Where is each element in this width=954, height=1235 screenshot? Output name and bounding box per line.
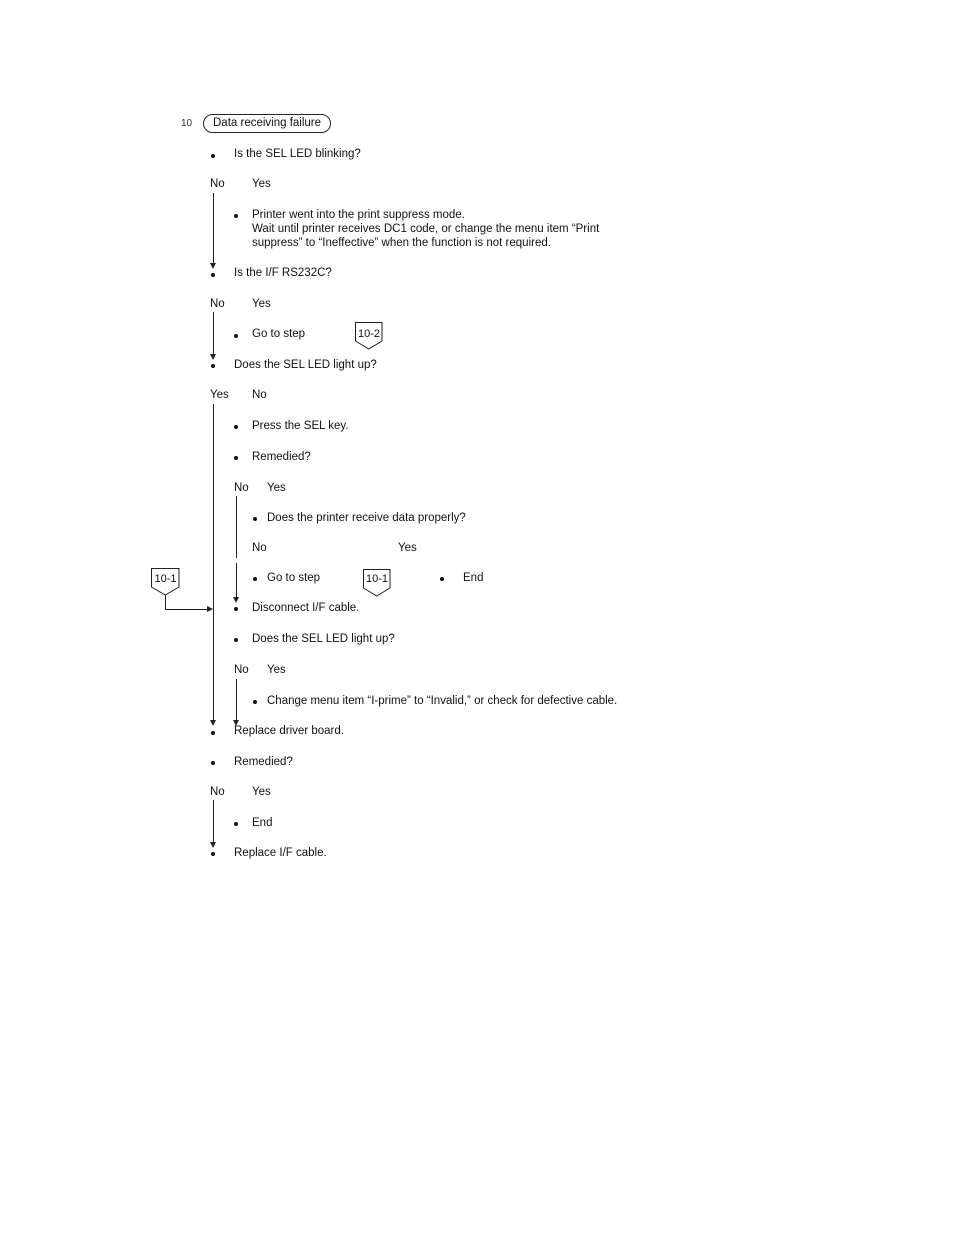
replace-driver-board: Replace driver board.	[234, 725, 344, 737]
end-label: End	[252, 817, 273, 829]
label-yes: Yes	[252, 298, 271, 310]
flow-arrow	[210, 720, 216, 726]
bullet	[234, 425, 238, 429]
bullet	[211, 761, 215, 765]
flow-arrow	[210, 842, 216, 848]
bullet	[211, 852, 215, 856]
step-tag-10-1	[363, 569, 391, 597]
bullet	[211, 364, 215, 368]
bullet	[440, 577, 444, 581]
press-sel-key: Press the SEL key.	[252, 420, 349, 432]
connector-line	[165, 609, 207, 610]
question-remedied-2: Remedied?	[234, 756, 293, 768]
label-yes: Yes	[398, 542, 417, 554]
label-no: No	[210, 298, 225, 310]
entry-tag-10-1	[151, 568, 181, 596]
change-iprime: Change menu item “I-prime” to “Invalid,” or check for defective cable.	[267, 695, 618, 707]
flow-line	[236, 679, 237, 722]
disconnect-if-cable: Disconnect I/F cable.	[252, 602, 360, 614]
label-yes: Yes	[252, 786, 271, 798]
step-tag-label: 10-2	[357, 328, 381, 340]
end-label: End	[463, 572, 484, 584]
bullet	[211, 154, 215, 158]
connector-line	[165, 595, 166, 609]
label-yes: Yes	[210, 389, 229, 401]
question-if-rs232c: Is the I/F RS232C?	[234, 267, 332, 279]
step-tag-10-2	[355, 322, 383, 350]
flow-line	[236, 496, 237, 558]
label-no: No	[252, 389, 267, 401]
print-suppress-line-2: Wait until printer receives DC1 code, or change the menu item “Print	[252, 223, 600, 235]
label-no: No	[234, 482, 249, 494]
bullet	[234, 607, 238, 611]
bullet	[234, 822, 238, 826]
flow-line	[213, 800, 214, 844]
section-number: 10	[181, 118, 193, 129]
label-yes: Yes	[252, 178, 271, 190]
bullet	[234, 334, 238, 338]
bullet	[253, 517, 257, 521]
print-suppress-line-3: suppress” to “Ineffective” when the function is not required.	[252, 237, 551, 249]
bullet	[234, 214, 238, 218]
bullet	[234, 456, 238, 460]
bullet	[211, 273, 215, 277]
label-no: No	[210, 178, 225, 190]
question-sel-light-up-2: Does the SEL LED light up?	[252, 633, 395, 645]
flow-arrow	[210, 263, 216, 269]
flow-line	[213, 193, 214, 265]
print-suppress-line-1: Printer went into the print suppress mode.	[252, 209, 465, 221]
question-remedied: Remedied?	[252, 451, 311, 463]
question-receive-data: Does the printer receive data properly?	[267, 512, 466, 524]
entry-tag-label: 10-1	[154, 573, 177, 585]
bullet	[211, 731, 215, 735]
label-yes: Yes	[267, 664, 286, 676]
flow-line	[236, 563, 237, 599]
step-tag-label: 10-1	[365, 573, 389, 585]
flow-arrow	[210, 354, 216, 360]
label-yes: Yes	[267, 482, 286, 494]
label-no: No	[252, 542, 267, 554]
bullet	[253, 700, 257, 704]
label-no: No	[234, 664, 249, 676]
go-to-step-label: Go to step	[252, 328, 306, 340]
question-sel-blinking: Is the SEL LED blinking?	[234, 148, 361, 160]
connector-arrow	[207, 606, 213, 612]
label-no: No	[210, 786, 225, 798]
flow-arrow	[233, 597, 239, 603]
question-sel-light-up: Does the SEL LED light up?	[234, 359, 377, 371]
flow-line	[213, 312, 214, 356]
go-to-step-label: Go to step	[267, 572, 321, 584]
section-title: Data receiving failure	[203, 114, 331, 133]
flow-line	[213, 404, 214, 722]
bullet	[253, 577, 257, 581]
replace-if-cable: Replace I/F cable.	[234, 847, 327, 859]
bullet	[234, 638, 238, 642]
